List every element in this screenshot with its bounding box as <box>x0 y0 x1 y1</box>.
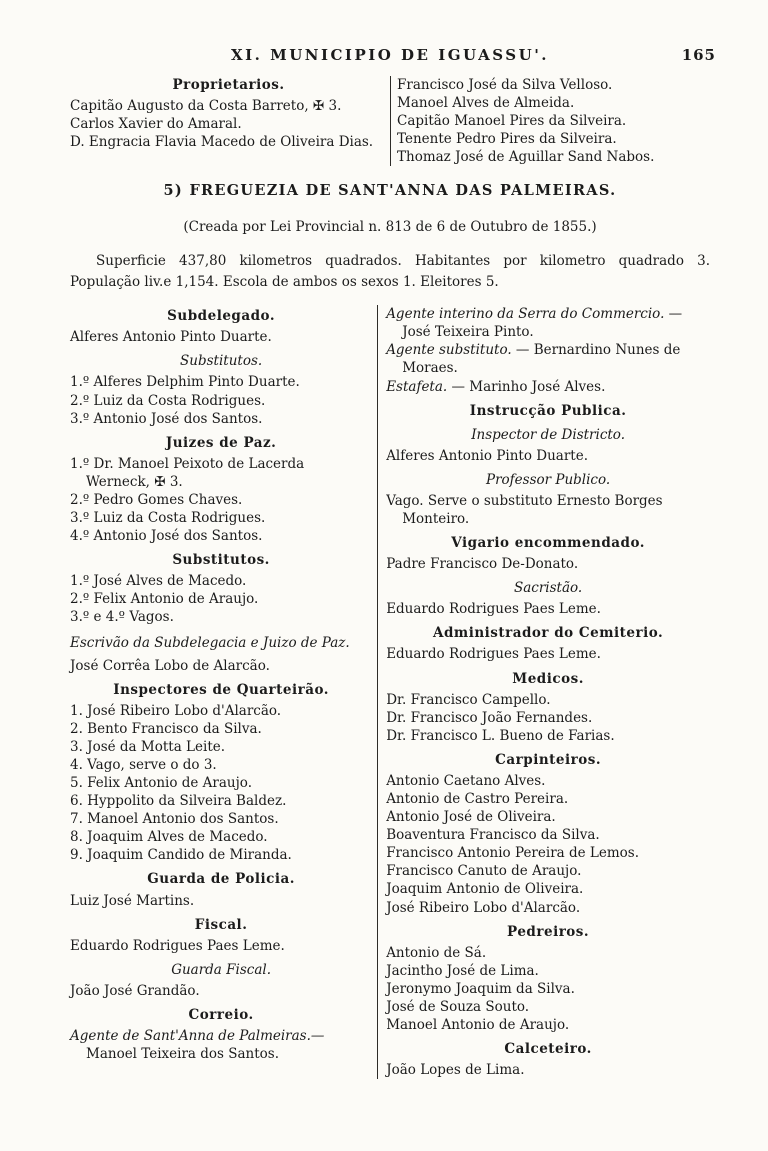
entry-line: 5. Felix Antonio de Araujo. <box>70 775 252 792</box>
entry-line: Eduardo Rodrigues Paes Leme. <box>386 601 601 618</box>
proprietarios-right-column <box>390 76 710 166</box>
entry-line: Estafeta. — Marinho José Alves. <box>386 378 606 395</box>
entry-line: Eduardo Rodrigues Paes Leme. <box>386 646 601 663</box>
entry-line: Dr. Francisco João Fernandes. <box>386 709 593 726</box>
section-heading: Juizes de Paz. <box>165 434 277 451</box>
section-heading: Pedreiros. <box>507 923 590 940</box>
entry-line: Luiz José Martins. <box>70 892 195 909</box>
entry-line: João José Grandão. <box>70 982 200 999</box>
section-heading: Inspector de Districto. <box>471 426 625 443</box>
entry-line: 1.º Dr. Manoel Peixoto de Lacerda Werneck, ✠ 3. <box>70 455 305 490</box>
entry-line: 7. Manoel Antonio dos Santos. <box>70 811 279 828</box>
entry-line: 2.º Pedro Gomes Chaves. <box>70 491 243 508</box>
entry-line: Capitão Manoel Pires da Silveira. <box>397 113 627 130</box>
section-heading: Professor Publico. <box>486 471 611 488</box>
section-heading: Substitutos. <box>180 353 263 370</box>
proprietarios-section <box>70 76 710 166</box>
entry-line: Jacintho José de Lima. <box>386 962 539 979</box>
entry-line: José Ribeiro Lobo d'Alarcão. <box>386 899 581 916</box>
entry-line: Dr. Francisco L. Bueno de Farias. <box>386 727 615 744</box>
entry-line: Alferes Antonio Pinto Duarte. <box>70 329 272 346</box>
entry-line: 1. José Ribeiro Lobo d'Alarcão. <box>70 702 282 719</box>
section-heading: Administrador do Cemiterio. <box>433 625 664 642</box>
entry-line: Dr. Francisco Campello. <box>386 691 551 708</box>
entry-line: 1.º Alferes Delphim Pinto Duarte. <box>70 374 300 391</box>
section-heading: Guarda Fiscal. <box>171 961 271 978</box>
page-number: 165 <box>681 46 716 64</box>
section-heading: Guarda de Policia. <box>147 871 295 888</box>
entry-line: Antonio de Sá. <box>386 944 487 961</box>
entry-line: Antonio de Castro Pereira. <box>386 791 569 808</box>
section-heading: Vigario encommendado. <box>451 535 645 552</box>
entry-line: 3. José da Motta Leite. <box>70 738 226 755</box>
directory-left-column <box>70 305 377 1079</box>
freguezia-statistics: Superficie 437,80 kilometros quadrados. Habitantes por kilometro quadrado 3. População liv.e 1,154. Escola de ambos os sexos 1. Eleitores 5. <box>70 253 710 291</box>
entry-line: Agente interino da Serra do Commercio. —José Teixeira Pinto. <box>386 306 683 341</box>
entry-line: Manoel Antonio de Araujo. <box>386 1016 570 1033</box>
entry-line: Francisco Canuto de Araujo. <box>386 863 582 880</box>
entry-line: Jeronymo Joaquim da Silva. <box>386 980 575 997</box>
entry-line: Francisco Antonio Pereira de Lemos. <box>386 845 640 862</box>
entry-line: Antonio Caetano Alves. <box>386 772 546 789</box>
entry-line: Francisco José da Silva Velloso. <box>397 77 613 93</box>
entry-line: 6. Hyppolito da Silveira Baldez. <box>70 793 287 810</box>
entry-line: 1.º José Alves de Macedo. <box>70 573 247 590</box>
entry-line: Manoel Alves de Almeida. <box>397 95 575 112</box>
entry-line: Joaquim Antonio de Oliveira. <box>386 881 584 898</box>
section-heading: Sacristão. <box>513 580 583 597</box>
directory-right-column <box>377 305 710 1079</box>
entry-line: 9. Joaquim Candido de Miranda. <box>70 847 292 864</box>
entry-line: João Lopes de Lima. <box>386 1062 525 1079</box>
entry-line: Antonio José de Oliveira. <box>386 809 556 826</box>
freguezia-title: 5) FREGUEZIA DE SANT'ANNA DAS PALMEIRAS. <box>163 182 617 200</box>
entry-line: 3.º Luiz da Costa Rodrigues. <box>70 510 266 527</box>
entry-line: 2.º Felix Antonio de Araujo. <box>70 591 259 608</box>
entry-line: Thomaz José de Aguillar Sand Nabos. <box>397 149 655 166</box>
section-heading: Correio. <box>188 1006 254 1023</box>
entry-line: 4.º Antonio José dos Santos. <box>70 528 263 545</box>
section-heading: Proprietarios. <box>172 77 285 93</box>
section-heading: Substitutos. <box>172 552 270 569</box>
entry-line: 3.º e 4.º Vagos. <box>70 609 174 626</box>
entry-line: 3.º Antonio José dos Santos. <box>70 410 263 427</box>
entry-line: Capitão Augusto da Costa Barreto, ✠ 3. <box>70 98 342 115</box>
section-heading: Medicos. <box>512 670 584 687</box>
entry-line: Carlos Xavier do Amaral. <box>70 116 242 133</box>
entry-line: Eduardo Rodrigues Paes Leme. <box>70 937 285 954</box>
section-heading: Subdelegado. <box>167 308 276 325</box>
section-heading: Fiscal. <box>194 916 248 933</box>
section-heading: Calceteiro. <box>504 1041 592 1058</box>
entry-line: Agente substituto. — Bernardino Nunes de Moraes. <box>386 342 681 377</box>
entry-line: Alferes Antonio Pinto Duarte. <box>386 447 588 464</box>
entry-line: 2. Bento Francisco da Silva. <box>70 720 262 737</box>
municipality-header-title: XI. MUNICIPIO DE IGUASSU'. <box>230 46 550 64</box>
entry-line: 2.º Luiz da Costa Rodrigues. <box>70 392 266 409</box>
entry-line: Vago. Serve o substituto Ernesto Borges Monteiro. <box>386 492 663 528</box>
proprietarios-left-column <box>70 76 390 166</box>
entry-line: José de Souza Souto. <box>386 998 530 1015</box>
entry-line: D. Engracia Flavia Macedo de Oliveira Dias. <box>70 134 374 151</box>
entry-line: José Corrêa Lobo de Alarcão. <box>70 657 270 674</box>
page-header <box>70 46 716 64</box>
section-heading: Inspectores de Quarteirão. <box>113 681 329 698</box>
entry-line: Tenente Pedro Pires da Silveira. <box>397 131 617 148</box>
freguezia-subtitle: (Creada por Lei Provincial n. 813 de 6 de Outubro de 1855.) <box>183 219 597 236</box>
entry-line: 4. Vago, serve o do 3. <box>70 756 217 773</box>
entry-line: Agente de Sant'Anna de Palmeiras.— Manoel Teixeira dos Santos. <box>70 1027 325 1063</box>
entry-line: 8. Joaquim Alves de Macedo. <box>70 829 268 846</box>
directory-columns <box>70 305 710 1079</box>
section-heading: Instrucção Publica. <box>469 402 627 419</box>
section-heading: Carpinteiros. <box>495 751 602 768</box>
section-heading: Escrivão da Subdelegacia e Juizo de Paz. <box>70 635 350 652</box>
entry-line: Padre Francisco De-Donato. <box>386 556 579 573</box>
entry-line: Boaventura Francisco da Silva. <box>386 827 600 844</box>
